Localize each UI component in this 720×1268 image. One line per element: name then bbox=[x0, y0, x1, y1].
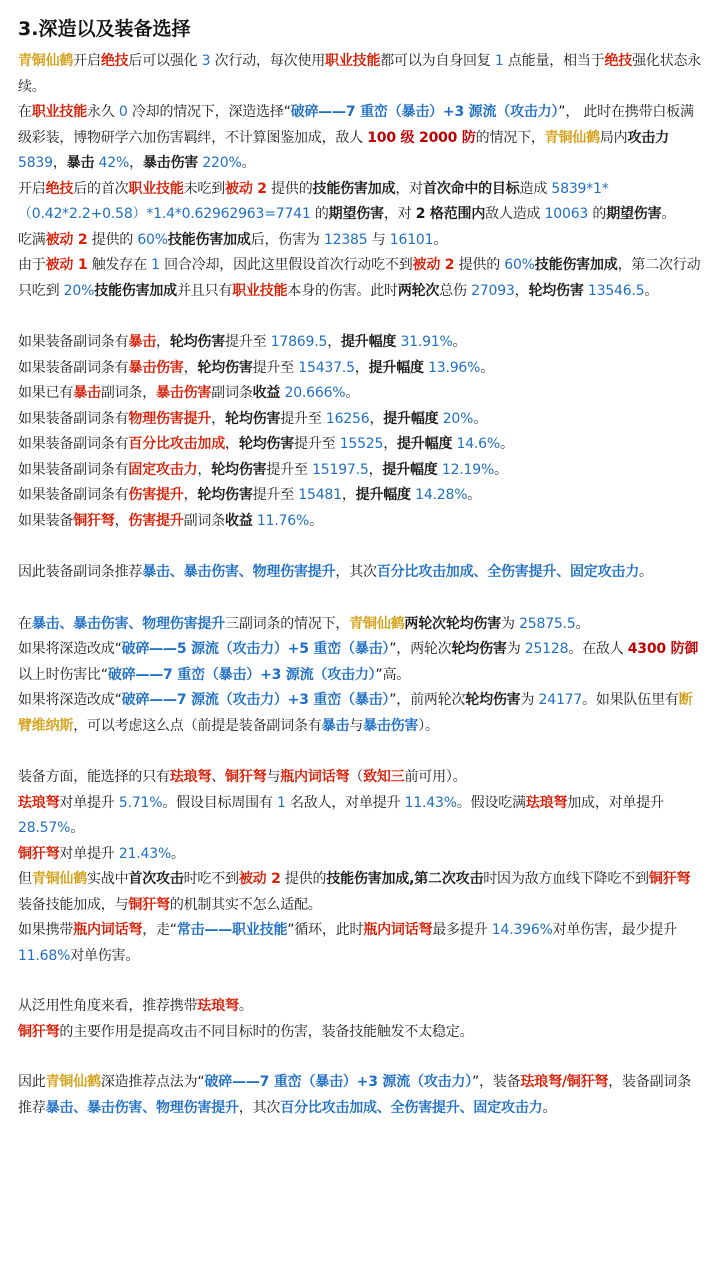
text-run: 提升幅度 bbox=[382, 461, 438, 478]
text-run: ）。 bbox=[418, 717, 439, 734]
text-run: 提供的 bbox=[266, 180, 313, 197]
text-run: 因此装备副词条推荐 bbox=[18, 564, 143, 580]
text-run: 被动 1 bbox=[45, 257, 88, 273]
text-run: 16101 bbox=[389, 231, 434, 248]
text-run: 20.666% bbox=[284, 385, 346, 401]
text-run: 。 bbox=[473, 410, 488, 427]
text-run: 瓶内词话弩 bbox=[280, 769, 350, 785]
text-run: ，对 bbox=[395, 180, 423, 197]
text-run: 在 bbox=[18, 104, 32, 120]
text-run: 技能伤害加成 bbox=[534, 257, 618, 273]
substat-line bbox=[18, 330, 702, 356]
text-run: 对单提升 bbox=[59, 794, 119, 811]
text-run: 如果装备 bbox=[18, 512, 74, 529]
text-run: 青铜仙鹤 bbox=[544, 129, 600, 146]
text-run: 第二次攻击 bbox=[414, 871, 484, 887]
text-run: 14.28% bbox=[415, 487, 468, 503]
text-run: 伤害提升 bbox=[128, 487, 184, 503]
text-run: 。如果队伍里有 bbox=[582, 692, 679, 708]
text-run: 。假设目标周围有 bbox=[162, 794, 277, 811]
text-run: 。 bbox=[500, 436, 514, 452]
text-run: 如果装备副词条有 bbox=[18, 487, 129, 503]
text-run: 被动 2 bbox=[238, 871, 281, 887]
text-run: 副词条 bbox=[183, 512, 226, 529]
text-run: 总伤 bbox=[439, 282, 472, 299]
text-run: 青铜仙鹤 bbox=[45, 1074, 101, 1090]
text-run: 瓶内词话弩 bbox=[363, 922, 433, 938]
text-run: 。 bbox=[661, 206, 676, 222]
paragraph-tongan-mismatch bbox=[18, 867, 702, 918]
text-run: 百分比攻击加成 bbox=[128, 436, 226, 452]
text-run: 以上时伤害比“ bbox=[18, 666, 108, 683]
text-run: 前可用）。 bbox=[404, 769, 467, 785]
text-run: 后的首次 bbox=[73, 180, 129, 197]
text-run: 。 bbox=[639, 564, 653, 580]
text-run: 与 bbox=[266, 769, 281, 785]
text-run: 31.91% bbox=[400, 334, 453, 350]
text-run: 青铜仙鹤 bbox=[31, 871, 88, 887]
text-run: ， bbox=[383, 436, 398, 452]
text-run: 绝技 bbox=[604, 53, 633, 69]
text-run: 25128 bbox=[524, 641, 569, 657]
text-run: ”高。 bbox=[375, 666, 411, 683]
text-run: 。 bbox=[241, 155, 256, 171]
text-run: 常击——职业技能 bbox=[176, 922, 288, 938]
text-run: 提升至 bbox=[294, 436, 340, 452]
text-run: 收益 bbox=[252, 385, 281, 401]
text-run: 暴击 bbox=[321, 717, 350, 734]
text-run: 13546.5 bbox=[587, 282, 645, 299]
text-run: 瓶内词话弩 bbox=[73, 922, 143, 938]
text-run: 100 级 2000 防 bbox=[367, 129, 476, 146]
text-run: 最多提升 bbox=[432, 922, 492, 938]
text-run: 触发存在 bbox=[87, 257, 152, 273]
paragraph-setup bbox=[18, 100, 702, 177]
text-run: 轮均伤害 bbox=[445, 615, 502, 632]
text-run: 对单伤害，最少提升 bbox=[552, 922, 677, 938]
text-run: 技能伤害加成 bbox=[312, 180, 396, 197]
paragraph-three-substats bbox=[18, 612, 702, 638]
text-run: 暴击伤害 bbox=[142, 155, 199, 171]
text-run: 都可以为自身回复 bbox=[380, 53, 495, 69]
text-run: 如果装备副词条有 bbox=[18, 334, 129, 350]
text-run: 与 bbox=[349, 717, 364, 734]
text-run: 期望伤害 bbox=[606, 206, 662, 222]
text-run: 如果将深造改成“ bbox=[18, 641, 122, 657]
text-run: ， bbox=[354, 359, 369, 376]
text-run: 在 bbox=[18, 615, 32, 632]
substat-line bbox=[18, 458, 702, 484]
text-run: 珐琅弩 bbox=[18, 794, 60, 811]
text-run: 暴击、暴击伤害、物理伤害提升 bbox=[31, 615, 226, 632]
text-run: 轮均伤害 bbox=[225, 410, 281, 427]
text-run: 提升幅度 bbox=[383, 410, 439, 427]
text-run: ，其次 bbox=[238, 1099, 281, 1116]
text-run: 铜犴弩 bbox=[73, 512, 115, 529]
text-run: 如果已有 bbox=[18, 385, 74, 401]
text-run: 破碎——7 重峦（暴击）+3 源流（攻击力） bbox=[107, 666, 376, 683]
text-run: 15481 bbox=[298, 487, 342, 503]
text-run: 铜犴弩 bbox=[225, 769, 267, 785]
text-run: 因此 bbox=[18, 1074, 46, 1090]
text-run: 技能伤害加成 bbox=[167, 231, 251, 248]
text-run: 名敌人，对单提升 bbox=[285, 794, 405, 811]
substat-line bbox=[18, 509, 702, 535]
text-run: 轮均伤害 bbox=[451, 641, 507, 657]
text-run: 绝技 bbox=[100, 53, 129, 69]
text-run: 的 bbox=[588, 206, 607, 222]
text-run: ”，前两轮次 bbox=[389, 692, 466, 708]
text-run: 14.396% bbox=[491, 922, 553, 938]
text-run: 百分比攻击加成、全伤害提升、固定攻击力 bbox=[376, 564, 640, 580]
text-run: 提升至 bbox=[280, 410, 326, 427]
text-run: 如果将深造改成“ bbox=[18, 692, 122, 708]
text-run: 暴击伤害 bbox=[363, 717, 419, 734]
text-run: 。 bbox=[238, 998, 253, 1014]
text-run: 提升幅度 bbox=[355, 487, 411, 503]
text-run: 三副词条的情况下， bbox=[225, 615, 350, 632]
text-run: 轮均伤害 bbox=[169, 334, 226, 350]
text-run: 造成 bbox=[519, 180, 552, 197]
text-run: 提供的 bbox=[280, 871, 327, 887]
text-run: 。 bbox=[345, 385, 360, 401]
text-run: 职业技能 bbox=[31, 104, 88, 120]
text-run: 珐琅弩/铜犴弩 bbox=[520, 1074, 609, 1090]
paragraph-tongan-crossbow bbox=[18, 842, 702, 868]
text-run: 220% bbox=[202, 155, 242, 171]
text-run: 铜犴弩 bbox=[18, 1023, 60, 1040]
text-run: 敌人造成 bbox=[485, 206, 545, 222]
text-run: 青铜仙鹤 bbox=[18, 53, 74, 69]
text-run: 绝技 bbox=[45, 180, 74, 197]
paragraph-alt-build-7-3 bbox=[18, 688, 702, 739]
text-run: 25875.5 bbox=[519, 615, 576, 632]
text-run: 回合冷却，因此这里假设首次行动吃不到 bbox=[159, 257, 413, 273]
text-run: 28.57% bbox=[18, 820, 71, 836]
text-run: ， bbox=[211, 410, 226, 427]
text-run: ， bbox=[327, 334, 341, 350]
text-run: ，对 bbox=[383, 206, 416, 222]
paragraph-equipment-options bbox=[18, 765, 702, 791]
text-run: 。假设吃满 bbox=[456, 794, 526, 811]
text-run: ， bbox=[197, 461, 212, 478]
text-run: ， bbox=[156, 334, 170, 350]
text-run: ，可以考虑这么点（前提是装备副词条有 bbox=[73, 717, 322, 734]
text-run: 破碎——7 重峦（暴击）+3 源流（攻击力） bbox=[290, 104, 559, 120]
text-run: ，其次 bbox=[335, 564, 377, 580]
text-run: 为 bbox=[520, 692, 539, 708]
text-run: 本身的伤害。此时 bbox=[287, 282, 398, 299]
text-run: 5839*1*（0.42*2.2+0.58）*1.4*0.62962963=7741 bbox=[18, 180, 609, 222]
text-run: ，第二次行动只吃到 bbox=[18, 257, 701, 299]
text-run: 17869.5 bbox=[270, 334, 328, 350]
text-run: 为 bbox=[506, 641, 525, 657]
text-run: , bbox=[409, 871, 415, 887]
text-run: 首次攻击 bbox=[128, 871, 184, 887]
text-run: ”， 此时在携带白板满级彩装，博物研学六加伤害羁绊，不计算图鉴加成，敌人 bbox=[18, 104, 694, 146]
paragraph-substat-recommendation bbox=[18, 560, 702, 586]
text-run: ， bbox=[341, 487, 356, 503]
paragraph-full-buff bbox=[18, 228, 702, 254]
text-run: 提升幅度 bbox=[397, 436, 453, 452]
text-run: 暴击 bbox=[128, 334, 157, 350]
text-run: 12385 bbox=[323, 231, 368, 248]
text-run: 轮均伤害 bbox=[211, 461, 267, 478]
text-run: 。 bbox=[644, 282, 659, 299]
text-run: ， bbox=[225, 436, 239, 452]
text-run: 职业技能 bbox=[325, 53, 381, 69]
text-run: 伤害提升 bbox=[128, 512, 184, 529]
text-run: 的主要作用是提高攻击不同目标时的伤害，装备技能触发不太稳定。 bbox=[59, 1023, 474, 1040]
text-run: 如果装备副词条有 bbox=[18, 359, 129, 376]
paragraph-bottle-crossbow bbox=[18, 918, 702, 969]
text-run: 职业技能 bbox=[128, 180, 184, 197]
substat-list bbox=[18, 330, 702, 534]
text-run: 提升至 bbox=[266, 461, 313, 478]
section-title: 3.深造以及装备选择 bbox=[18, 18, 191, 40]
text-run: 固定攻击力 bbox=[128, 461, 198, 478]
text-run: 永久 bbox=[87, 104, 119, 120]
text-run: 轮均伤害 bbox=[238, 436, 295, 452]
text-run: 27093 bbox=[471, 282, 515, 299]
text-run: 破碎——7 重峦（暴击）+3 源流（攻击力） bbox=[204, 1074, 473, 1090]
text-run: 加成，对单提升 bbox=[567, 794, 664, 811]
text-run: 11.68% bbox=[18, 947, 71, 964]
text-run: ， bbox=[114, 512, 129, 529]
text-run: 11.43% bbox=[404, 794, 457, 811]
text-run: 5839 bbox=[18, 155, 53, 171]
text-run: ， bbox=[369, 410, 384, 427]
text-run: 。 bbox=[494, 461, 508, 478]
text-run: 提升至 bbox=[252, 359, 299, 376]
text-run: 0 bbox=[118, 104, 128, 120]
paragraph-intro bbox=[18, 49, 702, 100]
text-run: 暴击伤害 bbox=[128, 359, 184, 376]
text-run: 1 bbox=[277, 794, 286, 811]
text-run: 15437.5 bbox=[298, 359, 355, 376]
paragraph-first-hit bbox=[18, 177, 702, 228]
text-run: ，走“ bbox=[142, 922, 177, 938]
substat-line bbox=[18, 356, 702, 382]
text-run: ， bbox=[183, 359, 198, 376]
text-run: 时吃不到 bbox=[183, 871, 239, 887]
text-run: 职业技能 bbox=[232, 282, 288, 299]
text-run: 暴击、暴击伤害、物理伤害提升 bbox=[45, 1099, 239, 1116]
text-run: 如果装备副词条有 bbox=[18, 461, 129, 478]
text-run: 期望伤害 bbox=[328, 206, 384, 222]
text-run: 。 bbox=[575, 615, 590, 632]
text-run: 。 bbox=[480, 359, 495, 376]
text-run: ， bbox=[129, 155, 143, 171]
text-run: 装备技能加成，与 bbox=[18, 896, 129, 913]
text-run: 5.71% bbox=[118, 794, 163, 811]
text-run: 并且只有 bbox=[177, 282, 233, 299]
text-run: 破碎——7 源流（攻击力）+3 重峦（暴击） bbox=[121, 692, 390, 708]
text-run: 实战中 bbox=[87, 871, 129, 887]
text-run: 暴击伤害 bbox=[156, 385, 212, 401]
text-run: 。 bbox=[433, 231, 448, 248]
substat-line bbox=[18, 483, 702, 509]
text-run: 15525 bbox=[339, 436, 384, 452]
text-run: 强化状态永续。 bbox=[18, 53, 702, 95]
text-run: 。 bbox=[171, 845, 185, 862]
paragraph-final-recommendation bbox=[18, 1070, 702, 1121]
text-run: 暴击、暴击伤害、物理伤害提升 bbox=[142, 564, 336, 580]
text-run: 提升幅度 bbox=[368, 359, 424, 376]
text-run: 致知三 bbox=[363, 769, 405, 785]
text-run: 1 bbox=[151, 257, 160, 273]
text-run: 轮均伤害 bbox=[197, 359, 253, 376]
text-run: 铜犴弩 bbox=[648, 871, 691, 887]
text-run: 局内 bbox=[599, 129, 628, 146]
text-run: ， bbox=[368, 461, 383, 478]
text-run: 、 bbox=[211, 769, 226, 785]
text-run: 珐琅弩 bbox=[525, 794, 568, 811]
substat-line bbox=[18, 432, 702, 458]
text-run: 11.76% bbox=[256, 512, 310, 529]
substat-line bbox=[18, 381, 702, 407]
text-run: 2 格范围内 bbox=[415, 206, 486, 222]
text-run: 提升至 bbox=[252, 487, 299, 503]
text-run: 的 bbox=[310, 206, 329, 222]
text-run: 首次命中的目标 bbox=[422, 180, 520, 197]
text-run: 20% bbox=[442, 410, 474, 427]
paragraph-falang-crossbow bbox=[18, 791, 702, 842]
text-run: 技能伤害加成 bbox=[326, 871, 410, 887]
paragraph-general-recommendation bbox=[18, 994, 702, 1020]
text-run: 冷却的情况下，深造选择“ bbox=[127, 104, 291, 120]
text-run: 被动 2 bbox=[45, 231, 88, 248]
text-run: 轮均伤害 bbox=[528, 282, 584, 299]
text-run: 装备方面，能选择的只有 bbox=[18, 769, 170, 785]
text-run: （ bbox=[349, 769, 364, 785]
text-run: 与 bbox=[367, 231, 390, 248]
text-run: 点能量，相当于 bbox=[503, 53, 605, 69]
text-run: 暴击 bbox=[66, 155, 95, 171]
text-run: 60% bbox=[504, 257, 535, 273]
text-run: 开启 bbox=[18, 180, 46, 197]
text-run: 14.6% bbox=[456, 436, 500, 452]
text-run: 为 bbox=[501, 615, 520, 632]
text-run: 被动 2 bbox=[225, 180, 267, 197]
text-run: 珐琅弩 bbox=[197, 998, 239, 1014]
text-run: 42% bbox=[98, 155, 130, 171]
text-run: 由于 bbox=[18, 257, 46, 273]
text-run: 24177 bbox=[538, 692, 583, 708]
text-run: 。 bbox=[542, 1099, 557, 1116]
text-run: 轮均伤害 bbox=[197, 487, 253, 503]
text-run: 铜犴弩 bbox=[18, 845, 60, 862]
text-run: 两轮次 bbox=[404, 615, 446, 632]
text-run: 如果装备副词条有 bbox=[18, 436, 129, 452]
text-run: 。 bbox=[70, 820, 84, 836]
text-run: 被动 2 bbox=[412, 257, 455, 273]
text-run: 13.96% bbox=[428, 359, 481, 376]
text-run: 对单提升 bbox=[59, 845, 119, 862]
text-run: 。在敌人 bbox=[568, 641, 628, 657]
text-run: 对单伤害。 bbox=[70, 947, 140, 964]
text-run: ”，两轮次 bbox=[389, 641, 452, 657]
text-run: 3 bbox=[201, 53, 211, 69]
text-run: 。 bbox=[452, 334, 467, 350]
text-run: ，装备副词条推荐 bbox=[18, 1074, 692, 1116]
text-run: 1 bbox=[494, 53, 504, 69]
text-run: ”循环，此时 bbox=[287, 922, 364, 938]
text-run: 珐琅弩 bbox=[169, 769, 212, 785]
text-run: 的机制其实不怎么适配。 bbox=[169, 896, 322, 913]
text-run: 提供的 bbox=[87, 231, 138, 248]
text-run: 提供的 bbox=[454, 257, 505, 273]
text-run: 60% bbox=[137, 231, 168, 248]
text-run: 副词条 bbox=[211, 385, 253, 401]
text-run: 如果装备副词条有 bbox=[18, 410, 129, 427]
text-run: 技能伤害加成 bbox=[94, 282, 177, 299]
text-run: 如果携带 bbox=[18, 922, 74, 938]
text-run: 。 bbox=[309, 512, 323, 529]
text-run: 。 bbox=[467, 487, 482, 503]
text-run: 15197.5 bbox=[312, 461, 369, 478]
substat-line bbox=[18, 407, 702, 433]
text-run: 但 bbox=[18, 871, 32, 887]
text-run: 后可以强化 bbox=[128, 53, 202, 69]
text-run: 未吃到 bbox=[183, 180, 226, 197]
text-run: 16256 bbox=[325, 410, 370, 427]
text-run: 的情况下， bbox=[475, 129, 545, 146]
text-run: ， bbox=[514, 282, 529, 299]
text-run: 轮均伤害 bbox=[465, 692, 521, 708]
paragraph-tongan-note bbox=[18, 1020, 702, 1046]
text-run: 深造推荐点法为“ bbox=[100, 1074, 205, 1090]
text-run: 从泛用性角度来看，推荐携带 bbox=[18, 998, 198, 1014]
text-run: 后，伤害为 bbox=[250, 231, 324, 248]
text-run: 20% bbox=[63, 282, 95, 299]
text-run: 暴击 bbox=[73, 385, 101, 401]
text-run: 时因为敌方血线下降吃不到 bbox=[483, 871, 649, 887]
text-run: 破碎——5 源流（攻击力）+5 重峦（暴击） bbox=[121, 641, 390, 657]
text-run: 4300 防御 bbox=[627, 641, 699, 657]
paragraph-alt-build-5-5 bbox=[18, 637, 702, 688]
text-run: 收益 bbox=[225, 512, 253, 529]
text-run: 次行动，每次使用 bbox=[210, 53, 326, 69]
text-run: 铜犴弩 bbox=[128, 896, 170, 913]
text-run: 提升幅度 bbox=[341, 334, 397, 350]
text-run: 两轮次 bbox=[397, 282, 440, 299]
text-run: ， bbox=[183, 487, 198, 503]
text-run: 21.43% bbox=[118, 845, 172, 862]
text-run: 百分比攻击加成、全伤害提升、固定攻击力 bbox=[280, 1099, 543, 1116]
text-run: 攻击力 bbox=[627, 129, 669, 146]
text-run: 断臂维纳斯 bbox=[18, 692, 693, 734]
paragraph-cooldown bbox=[18, 253, 702, 304]
text-run: 吃满 bbox=[18, 231, 46, 248]
text-run: 12.19% bbox=[441, 461, 495, 478]
text-run: ”，装备 bbox=[472, 1074, 521, 1090]
text-run: 副词条， bbox=[100, 385, 157, 401]
text-run: 开启 bbox=[73, 53, 101, 69]
text-run: 提升至 bbox=[225, 334, 271, 350]
text-run: 10063 bbox=[544, 206, 589, 222]
text-run: 物理伤害提升 bbox=[128, 410, 212, 427]
text-run: 青铜仙鹤 bbox=[349, 615, 405, 632]
text-run: ， bbox=[52, 155, 67, 171]
